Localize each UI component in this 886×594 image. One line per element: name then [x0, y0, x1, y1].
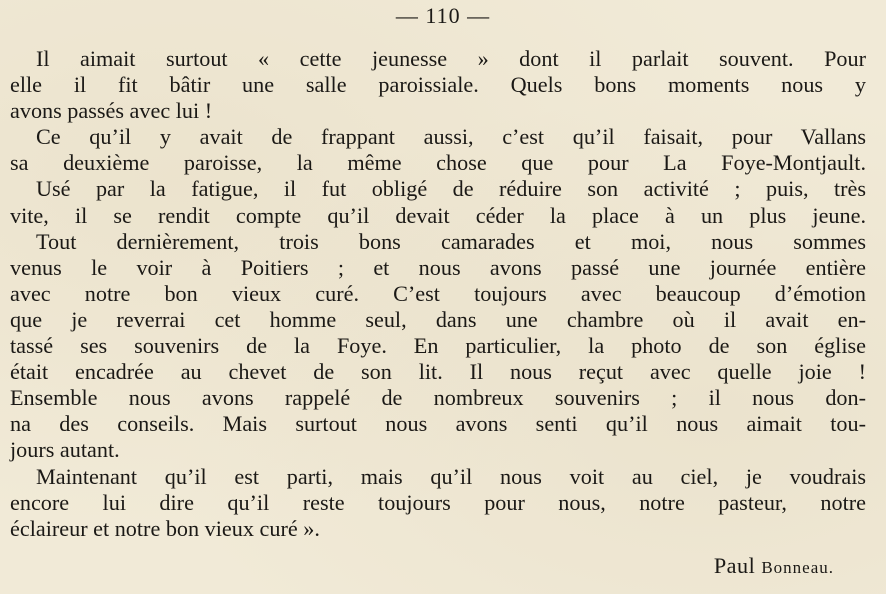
- text-line: jours autant.: [10, 437, 120, 463]
- text-line: venus le voir à Poitiers ; et nous avons passé une journée entière: [10, 254, 866, 280]
- text-line: éclaireur et notre bon vieux curé ».: [10, 515, 320, 541]
- text-line: Ce qu’il y avait de frappant aussi, c’est qu’il faisait, pour Vallans: [36, 124, 866, 150]
- author-signature: [714, 553, 834, 581]
- text-line: que je reverrai cet homme seul, dans une chambre où il avait en-: [10, 306, 866, 332]
- text-line: était encadrée au chevet de son lit. Il nous reçut avec quelle joie !: [10, 359, 866, 385]
- text-line: Usé par la fatigue, il fut obligé de réduire son activité ; puis, très: [36, 176, 866, 202]
- text-line: avec notre bon vieux curé. C’est toujours avec beaucoup d’émotion: [10, 280, 866, 306]
- paragraph-4: [10, 229, 866, 464]
- paragraph-2: [10, 124, 866, 176]
- author-last-name: Bonneau.: [761, 558, 834, 577]
- text-line: avons passés avec lui !: [10, 98, 213, 124]
- text-line: Il aimait surtout « cette jeunesse » dont il parlait souvent. Pour: [36, 46, 866, 71]
- text-line: tassé ses souvenirs de la Foye. En particulier, la photo de son église: [10, 333, 866, 359]
- text-line: sa deuxième paroisse, la même chose que pour La Foye-Montjault.: [10, 150, 866, 176]
- article-body: [10, 46, 866, 542]
- text-line: encore lui dire qu’il reste toujours pour nous, notre pasteur, notre: [10, 489, 866, 515]
- text-line: vite, il se rendit compte qu’il devait céder la place à un plus jeune.: [10, 202, 866, 228]
- paragraph-1: [10, 46, 866, 124]
- text-line: na des conseils. Mais surtout nous avons senti qu’il nous aimait tou-: [10, 411, 866, 437]
- author-first-name: Paul: [713, 553, 756, 578]
- page-number: — 110 —: [395, 3, 491, 28]
- paragraph-3: [10, 176, 866, 228]
- text-line: elle il fit bâtir une salle paroissiale. Quels bons moments nous y: [10, 72, 866, 98]
- paragraph-5: [10, 464, 866, 542]
- text-line: Tout dernièrement, trois bons camarades et moi, nous sommes: [36, 228, 866, 254]
- text-line: Maintenant qu’il est parti, mais qu’il nous voit au ciel, je voudrais: [36, 463, 866, 489]
- text-line: Ensemble nous avons rappelé de nombreux souvenirs ; il nous don-: [10, 385, 866, 411]
